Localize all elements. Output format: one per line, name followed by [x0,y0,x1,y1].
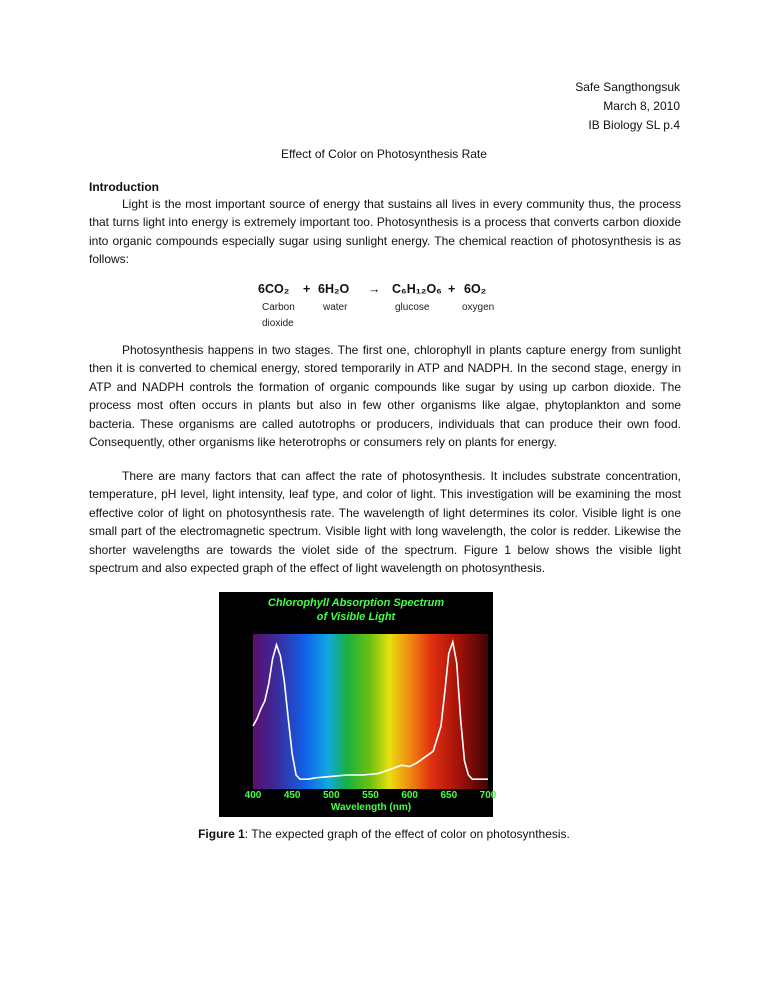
equation-plus-2: + [448,282,456,296]
label-carbon-dioxide-line2: dioxide [262,318,294,329]
x-tick-label: 500 [322,790,340,801]
label-glucose: glucose [395,302,430,313]
equation-plus-1: + [303,282,311,296]
chart-title-line2: of Visible Light [316,611,396,623]
label-water: water [323,302,348,313]
label-oxygen: oxygen [462,302,495,313]
paragraph-2 [89,341,681,451]
document-title: Effect of Color on Photosynthesis Rate [281,147,487,161]
label-carbon-dioxide [262,300,295,332]
x-axis-label: Wavelength (nm) [330,802,412,813]
x-tick-label: 700 [479,790,497,801]
figure-caption-label: Figure 1 [198,827,245,841]
label-carbon-dioxide-line1: Carbon [262,302,295,313]
equation-reactant-co2: 6CO₂ [258,282,290,296]
absorption-spectrum-chart [219,592,497,817]
course-name: IB Biology SL p.4 [588,118,680,132]
x-tick-label: 450 [283,790,301,801]
equation-product-oxygen: 6O₂ [464,282,487,296]
equation-product-glucose: C₆H₁₂O₆ [392,282,442,296]
paragraph-1-text: Light is the most important source of energy that sustains all lives in every community thus, the process that turns light into energy is extremely important too. Photosynthesis is a process that converts carbon dioxide into organic compounds especially sugar using sunlight energy. The chemical reaction of photosynthesis is as follows: [89,197,681,267]
figure-caption-text: : The expected graph of the effect of color on photosynthesis. [244,827,570,841]
equation-arrow: → [368,282,381,296]
paragraph-1 [89,195,681,269]
paragraph-3 [89,467,681,577]
absorption-spectrum-figure [219,592,497,817]
x-tick-label: 550 [362,790,379,801]
author-name: Safe Sangthongsuk [575,80,680,94]
x-tick-label: 650 [440,790,458,801]
section-heading-introduction: Introduction [89,180,159,194]
paragraph-2-text: Photosynthesis happens in two stages. The first one, chlorophyll in plants capture energy from sunlight then it is converted to chemical energy, stored temporarily in ATP and NADPH. In the second stage, energy in ATP and NADPH controls the formation of organic compounds like sugar by using up carbon dioxide. The process most often occurs in plants but also in few other organisms like algae, phytoplankton and some bacteria. These organisms are called autotrophs or producers, individuals that can produce their own food. Consequently, other organisms like heterotrophs or consumers rely on plants for energy. [89,343,681,450]
header-block [575,78,680,135]
document-date: March 8, 2010 [603,99,680,113]
equation-reactant-water: 6H₂O [318,282,350,296]
x-tick-label: 600 [401,790,419,801]
chart-title-line1: Chlorophyll Absorption Spectrum [267,597,445,609]
x-tick-label: 400 [244,790,262,801]
figure-caption [0,827,768,841]
paragraph-3-text: There are many factors that can affect the rate of photosynthesis. It includes substrate concentration, temperature, pH level, light intensity, leaf type, and color of light. This investigation will be examining the most effective color of light on photosynthesis rate. The wavelength of light determines its color. Visible light is one small part of the electromagnetic spectrum. Visible light with long wavelength, the color is redder. Likewise the shorter wavelengths are towards the violet side of the spectrum. Figure 1 below shows the visible light spectrum and also expected graph of the effect of light wavelength on photosynthesis. [89,469,681,576]
